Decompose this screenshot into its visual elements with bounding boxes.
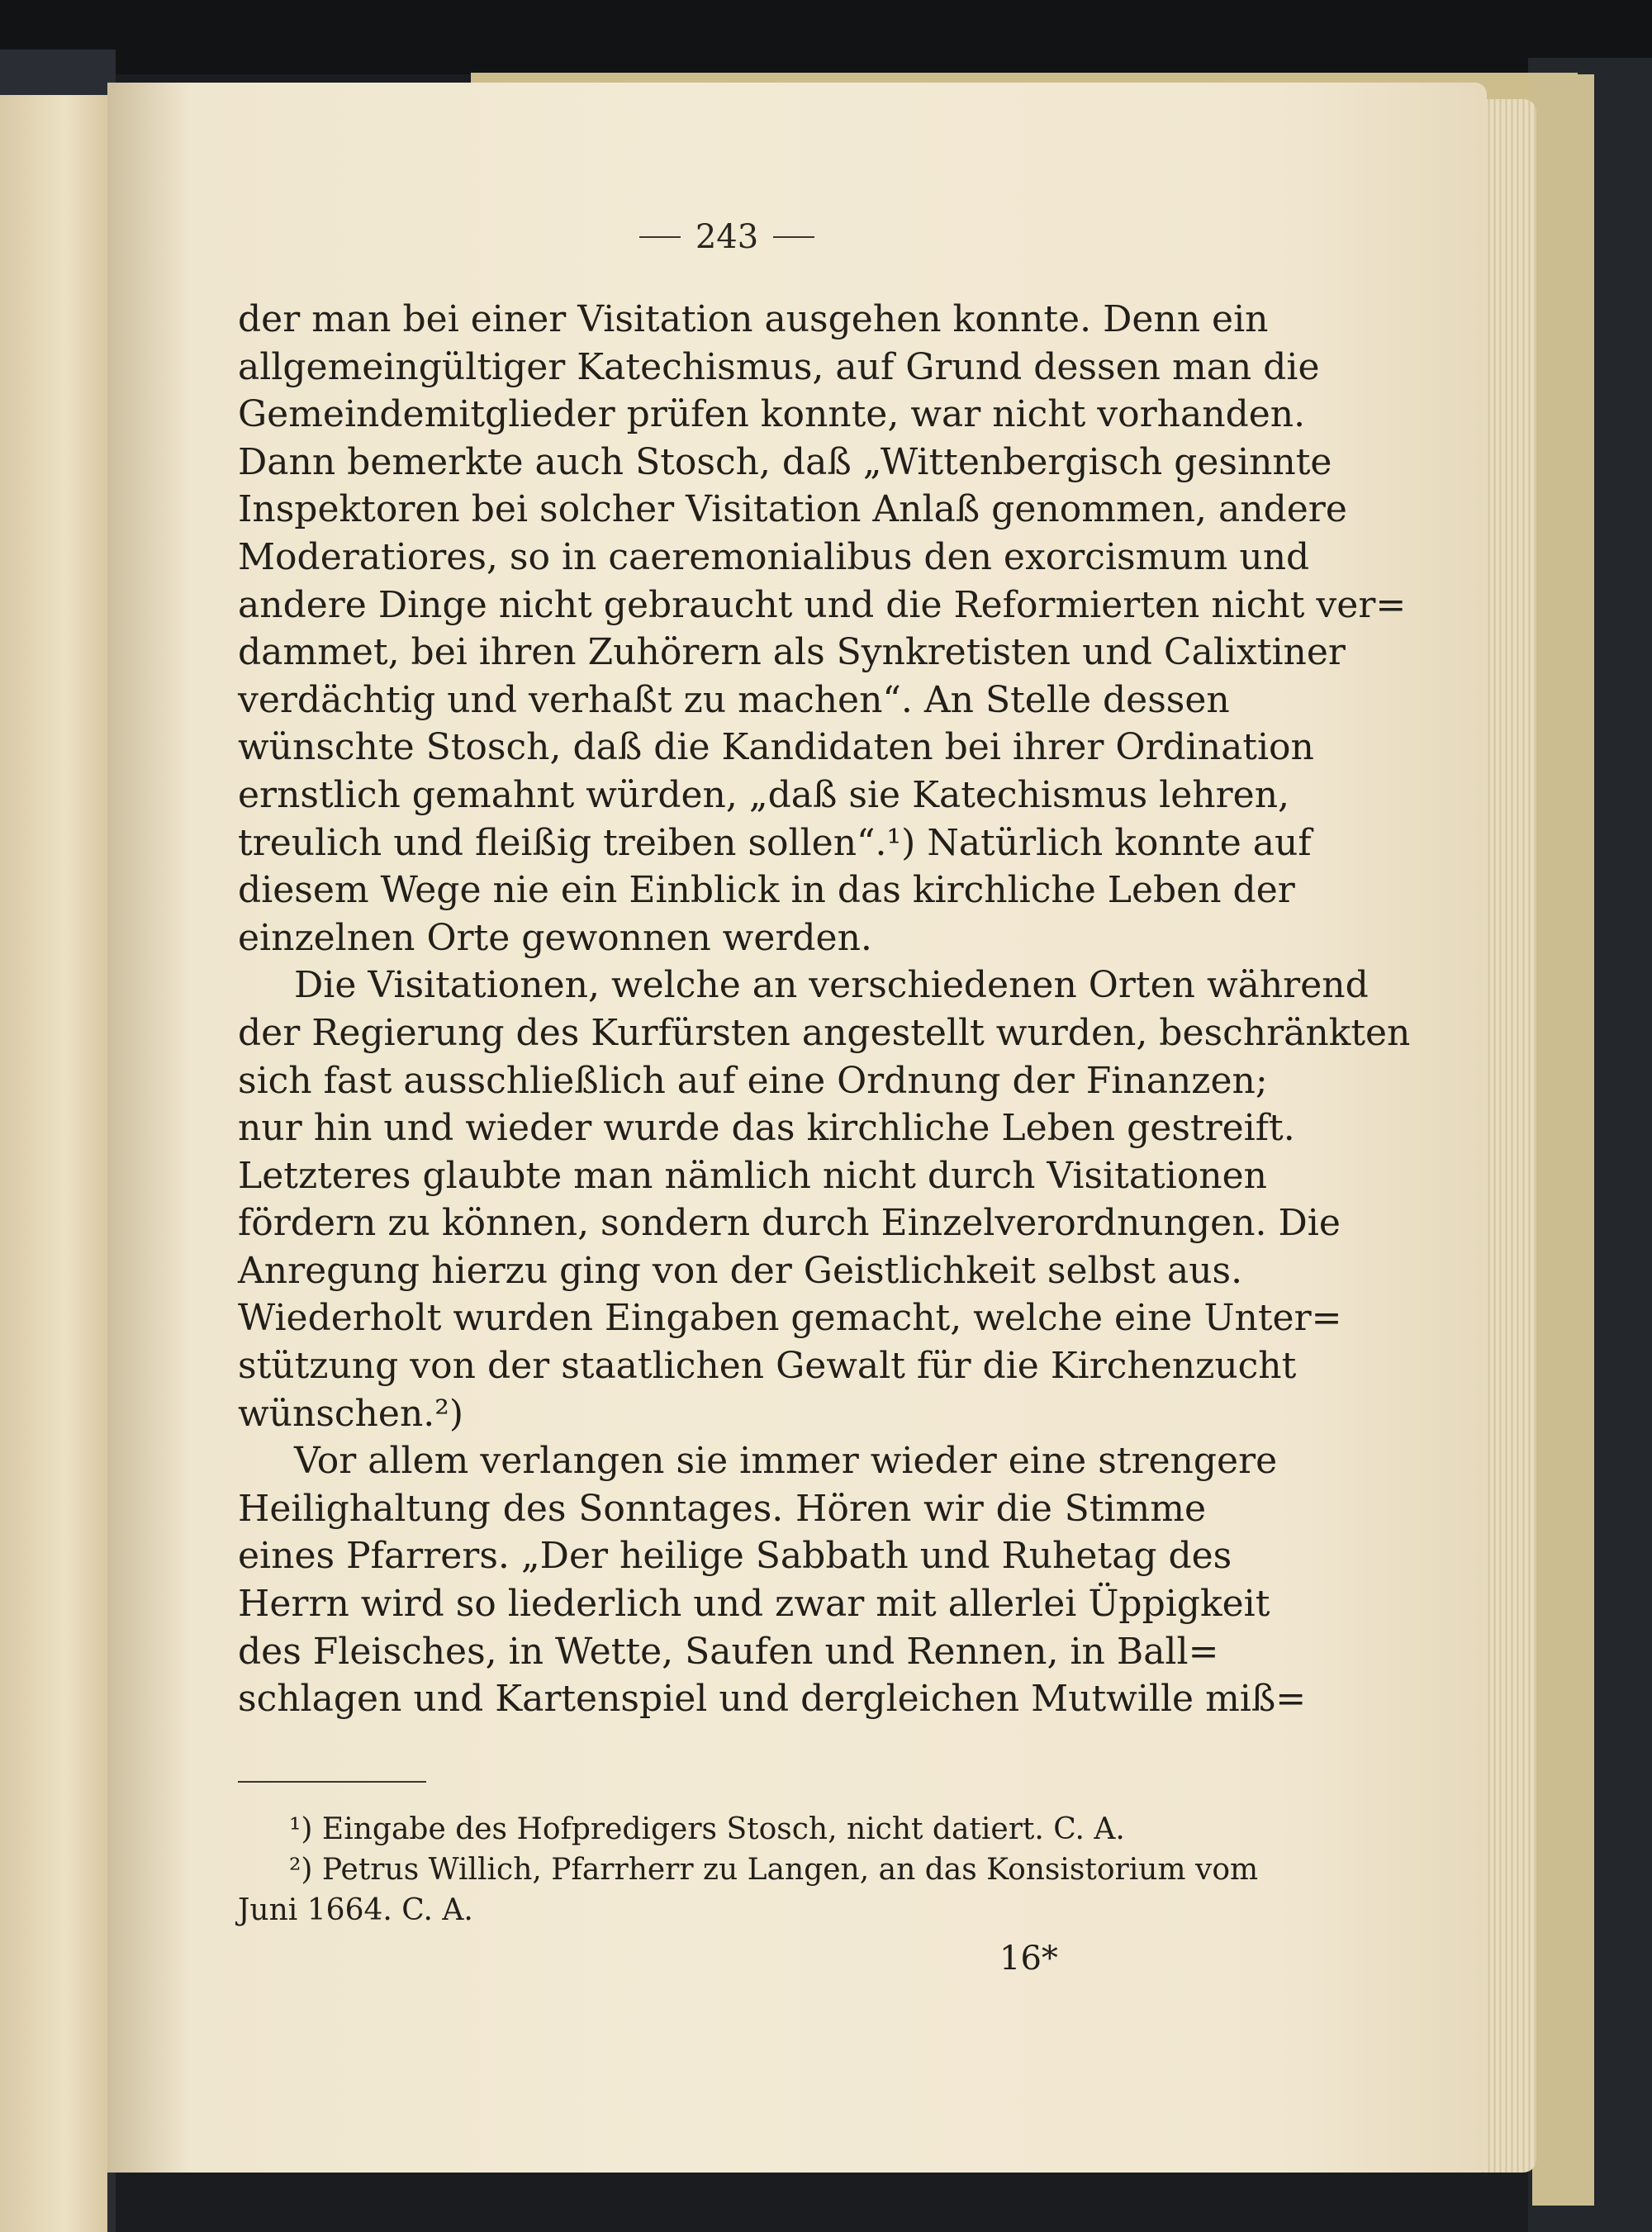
text-line: wünschte Stosch, daß die Kandidaten bei ihrer Ordination: [238, 726, 1314, 769]
text-line: Heilighaltung des Sonntages. Hören wir die Stimme: [238, 1487, 1206, 1530]
footnote-line: Juni 1664. C. A.: [238, 1893, 473, 1927]
footnotes: [238, 1809, 1259, 1930]
text-line: des Fleisches, in Wette, Saufen und Rennen, in Ball=: [238, 1630, 1219, 1673]
footnote-line: ¹) Eingabe des Hofpredigers Stosch, nicht datiert. C. A.: [289, 1812, 1125, 1846]
header-dash-right: [773, 236, 814, 238]
text-line: wünschen.²): [238, 1392, 464, 1435]
text-line: dammet, bei ihren Zuhörern als Synkretisten und Calixtiner: [238, 631, 1346, 674]
text-line: der Regierung des Kurfürsten angestellt wurden, beschränkten: [238, 1011, 1411, 1054]
book-cover-top: [0, 0, 1652, 74]
text-line: ernstlich gemahnt würden, „daß sie Katechismus lehren,: [238, 773, 1290, 816]
text-line: Letzteres glaubte man nämlich nicht durch Visitationen: [238, 1154, 1268, 1197]
text-line: diesem Wege nie ein Einblick in das kirchliche Leben der: [238, 869, 1295, 912]
page-header: [628, 216, 826, 258]
header-dash-left: [639, 236, 681, 238]
text-line: stützung von der staatlichen Gewalt für die Kirchenzucht: [238, 1345, 1297, 1388]
text-line: nur hin und wieder wurde das kirchliche Leben gestreift.: [238, 1107, 1295, 1150]
footnote-rule: [238, 1781, 426, 1783]
text-line: sich fast ausschließlich auf eine Ordnung der Finanzen;: [238, 1059, 1268, 1102]
text-line: Inspektoren bei solcher Visitation Anlaß genommen, andere: [238, 488, 1347, 531]
text-line: Dann bemerkte auch Stosch, daß „Wittenbergisch gesinnte: [238, 440, 1332, 483]
printer-signature-mark: 16*: [999, 1940, 1058, 1978]
text-line: Vor allem verlangen sie immer wieder eine strengere: [294, 1440, 1278, 1483]
facing-page-left: [0, 95, 107, 2232]
footnote-line: ²) Petrus Willich, Pfarrherr zu Langen, an das Konsistorium vom: [289, 1853, 1259, 1887]
text-line: Moderatiores, so in caeremonialibus den exorcismum und: [238, 535, 1310, 578]
text-line: Herrn wird so liederlich und zwar mit allerlei Üppigkeit: [238, 1583, 1270, 1626]
text-line: verdächtig und verhaßt zu machen“. An Stelle dessen: [238, 678, 1230, 721]
text-line: schlagen und Kartenspiel und dergleichen Mutwille miß=: [238, 1678, 1307, 1721]
page-number: 243: [695, 218, 759, 256]
text-line: treulich und fleißig treiben sollen“.¹) Natürlich konnte auf: [238, 821, 1312, 864]
text-line: fördern zu können, sondern durch Einzelverordnungen. Die: [238, 1202, 1341, 1245]
book-board-right-edge: [1532, 74, 1594, 2206]
text-line: einzelnen Orte gewonnen werden.: [238, 916, 872, 959]
body-text: [238, 296, 1411, 1723]
text-line: Gemeindemitglieder prüfen konnte, war nicht vorhanden.: [238, 393, 1306, 436]
text-line: Die Visitationen, welche an verschiedenen Orten während: [294, 964, 1369, 1007]
text-line: allgemeingültiger Katechismus, auf Grund dessen man die: [238, 345, 1320, 388]
text-line: eines Pfarrers. „Der heilige Sabbath und Ruhetag des: [238, 1535, 1232, 1578]
page-stack-edges: [1479, 99, 1536, 2173]
text-line: Wiederholt wurden Eingaben gemacht, welche eine Unter=: [238, 1297, 1342, 1340]
text-line: Anregung hierzu ging von der Geistlichkeit selbst aus.: [238, 1249, 1243, 1292]
text-line: der man bei einer Visitation ausgehen konnte. Denn ein: [238, 298, 1269, 340]
text-line: andere Dinge nicht gebraucht und die Reformierten nicht ver=: [238, 583, 1407, 626]
